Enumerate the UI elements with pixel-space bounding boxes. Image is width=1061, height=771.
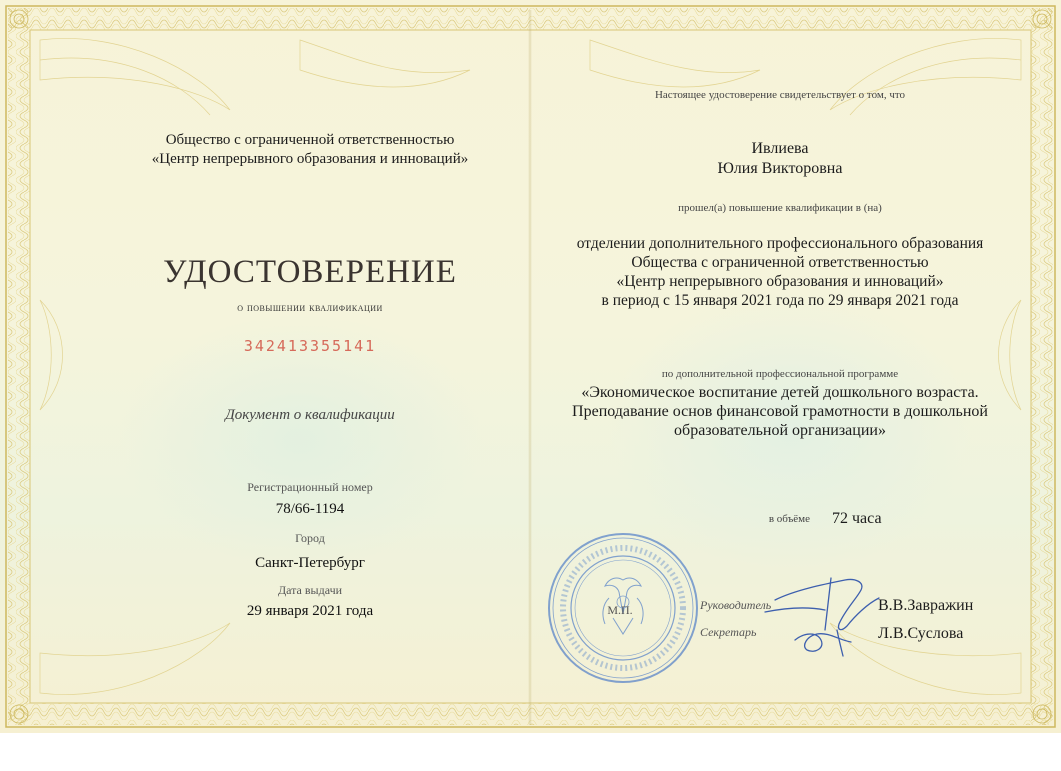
holder-given-names: Юлия Викторовна — [717, 160, 843, 177]
passed-text: прошел(а) повышение квалификации в (на) — [678, 202, 882, 214]
issuer-org-line2: «Центр непрерывного образования и инноваций» — [151, 151, 469, 167]
volume-label: в объёме — [768, 513, 810, 525]
secretary-name: Л.В.Суслова — [878, 625, 964, 642]
city: Санкт-Петербург — [255, 555, 365, 571]
holder-name — [560, 139, 1000, 179]
stamp-label: М.П. — [607, 603, 633, 617]
registration-number-label: Регистрационный номер — [247, 480, 373, 494]
program-label: по дополнительной профессиональной программе — [661, 368, 899, 380]
document-type: Документ о квалификации — [225, 407, 395, 423]
signatures — [755, 570, 905, 665]
program-line3: образовательной организации» — [674, 422, 886, 439]
training-place — [545, 234, 1015, 310]
holder-surname: Ивлиева — [751, 140, 809, 157]
certificate-title: УДОСТОВЕРЕНИЕ — [163, 254, 457, 290]
place-line3: «Центр непрерывного образования и инноваций» — [616, 273, 944, 290]
issue-date-label: Дата выдачи — [277, 583, 343, 597]
head-name: В.В.Завражин — [878, 597, 974, 614]
secretary-role-label: Секретарь — [700, 625, 757, 639]
program-name — [545, 383, 1015, 440]
registration-number: 78/66-1194 — [275, 501, 345, 517]
place-line2: Общества с ограниченной ответственностью — [631, 254, 929, 271]
training-period: в период с 15 января 2021 года по 29 января 2021 года — [601, 292, 959, 309]
issuer-org-line1: Общество с ограниченной ответственностью — [165, 132, 455, 148]
program-line1: «Экономическое воспитание детей дошкольного возраста. — [581, 384, 979, 401]
volume-value: 72 часа — [832, 510, 882, 527]
issuer-organization — [110, 131, 510, 169]
program-line2: Преподавание основ финансовой грамотности в дошкольной — [572, 403, 988, 420]
center-fold — [528, 10, 532, 725]
certificate-subtitle: о повышении квалификации — [237, 300, 383, 314]
city-label: Город — [295, 531, 325, 545]
head-role-label: Руководитель — [700, 598, 772, 612]
place-line1: отделении дополнительного профессионального образования — [576, 235, 984, 252]
issue-date: 29 января 2021 года — [246, 603, 374, 619]
intro-text: Настоящее удостоверение свидетельствует о том, что — [654, 89, 906, 101]
serial-number: 342413355141 — [243, 337, 377, 355]
